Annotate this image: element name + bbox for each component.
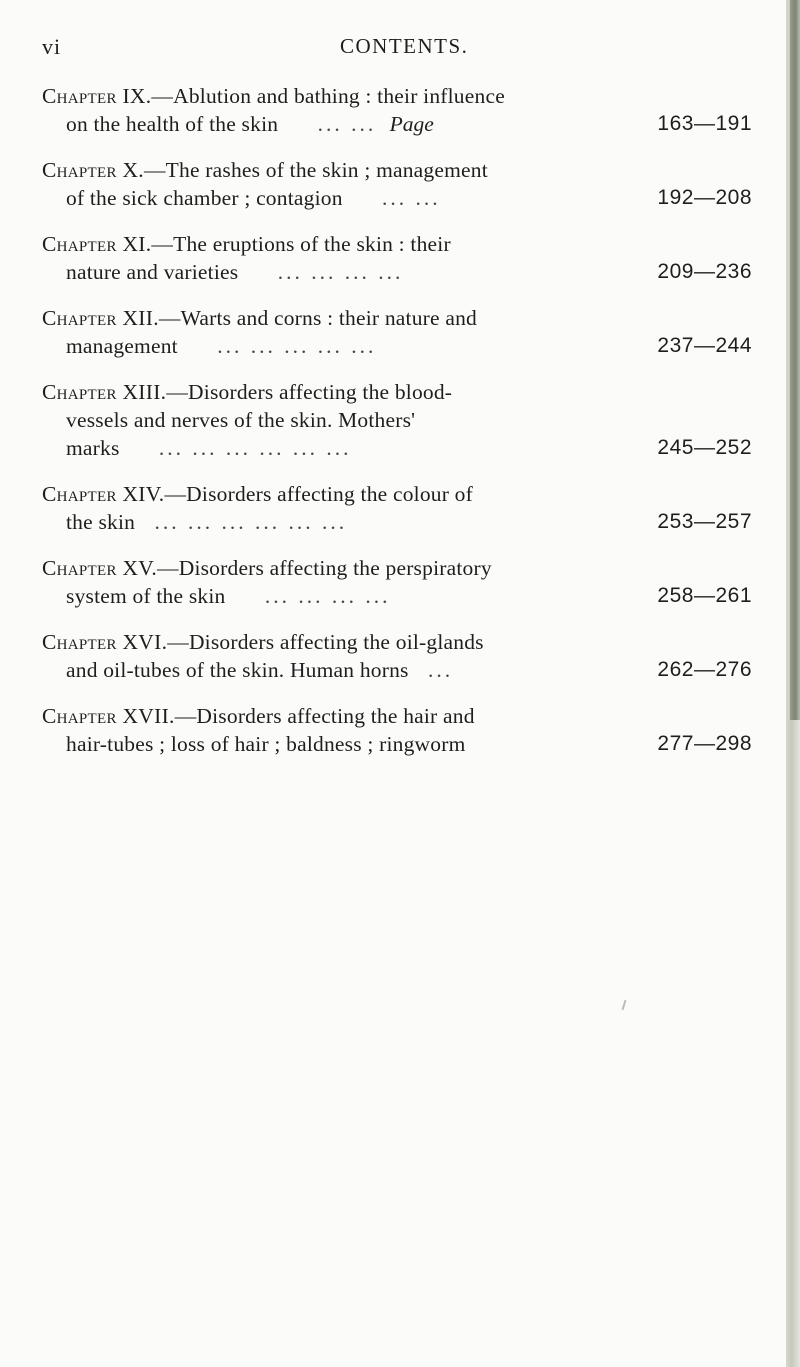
chapter-title-cont: the skin [66, 510, 136, 534]
chapter-title-cont: nature and varieties [66, 260, 239, 284]
stray-pencil-mark [622, 1000, 627, 1010]
chapter-label: Chapter XIII. [42, 380, 167, 404]
toc-entry-chapter-10 [42, 156, 752, 212]
chapter-label: Chapter XII. [42, 306, 159, 330]
chapter-title-cont: and oil-tubes of the skin. Human horns [66, 658, 409, 682]
toc-entry-chapter-12 [42, 304, 752, 360]
chapter-title-cont: system of the skin [66, 584, 226, 608]
chapter-label: Chapter XVII. [42, 704, 175, 728]
page-label: Page [389, 112, 434, 136]
chapter-title-cont: management [66, 334, 178, 358]
chapter-label: Chapter X. [42, 158, 144, 182]
chapter-label: Chapter XIV. [42, 482, 165, 506]
dot-leaders: ... ... ... ... ... ... [154, 510, 348, 534]
dot-leaders: ... ... ... ... ... ... [158, 436, 352, 460]
chapter-title-cont: vessels and nerves of the skin. Mothers' [66, 408, 416, 432]
chapter-title: —Disorders affecting the oil-glands [167, 630, 484, 654]
toc-entry-chapter-17 [42, 702, 752, 758]
page-range: 163—191 [657, 112, 752, 135]
chapter-title: —Disorders affecting the blood- [166, 380, 453, 404]
chapter-title: —The eruptions of the skin : their [151, 232, 451, 256]
dot-leaders: ... [427, 658, 454, 682]
dot-leaders: ... ... [382, 186, 441, 210]
dot-leaders: ... ... [317, 112, 377, 136]
dot-leaders: ... ... ... ... ... [217, 334, 377, 358]
page-range: 209—236 [657, 260, 752, 283]
chapter-label: Chapter IX. [42, 84, 152, 108]
table-of-contents [42, 82, 752, 758]
page-range: 192—208 [657, 186, 752, 209]
page-range: 262—276 [657, 658, 752, 681]
chapter-title: —Disorders affecting the perspiratory [157, 556, 492, 580]
page-range: 258—261 [657, 584, 752, 607]
chapter-title: —Warts and corns : their nature and [158, 306, 477, 330]
dot-leaders: ... ... ... ... [264, 584, 391, 608]
chapter-title-cont: hair-tubes ; loss of hair ; baldness ; ringworm [66, 732, 466, 756]
page-range: 253—257 [657, 510, 752, 533]
chapter-title-cont: of the sick chamber ; contagion [66, 186, 343, 210]
page-range: 245—252 [657, 436, 752, 459]
dot-leaders: ... ... ... ... [277, 260, 404, 284]
toc-entry-chapter-9 [42, 82, 752, 138]
toc-entry-chapter-13 [42, 378, 752, 462]
toc-entry-chapter-16 [42, 628, 752, 684]
running-head: CONTENTS. [340, 34, 469, 58]
chapter-label: Chapter XV. [42, 556, 158, 580]
chapter-title-cont: on the health of the skin [66, 112, 279, 136]
page-header [0, 34, 800, 64]
chapter-title-cont: marks [66, 436, 120, 460]
toc-entry-chapter-11 [42, 230, 752, 286]
page-edge-shadow [790, 0, 800, 720]
page-number: vi [42, 34, 62, 59]
page-range: 277—298 [657, 732, 752, 755]
chapter-title: —Disorders affecting the colour of [164, 482, 473, 506]
toc-entry-chapter-15 [42, 554, 752, 610]
page-range: 237—244 [657, 334, 752, 357]
toc-entry-chapter-14 [42, 480, 752, 536]
chapter-label: Chapter XI. [42, 232, 152, 256]
chapter-title: —Disorders affecting the hair and [174, 704, 475, 728]
chapter-title: —The rashes of the skin ; management [143, 158, 488, 182]
chapter-label: Chapter XVI. [42, 630, 168, 654]
chapter-title: —Ablution and bathing : their influence [151, 84, 505, 108]
